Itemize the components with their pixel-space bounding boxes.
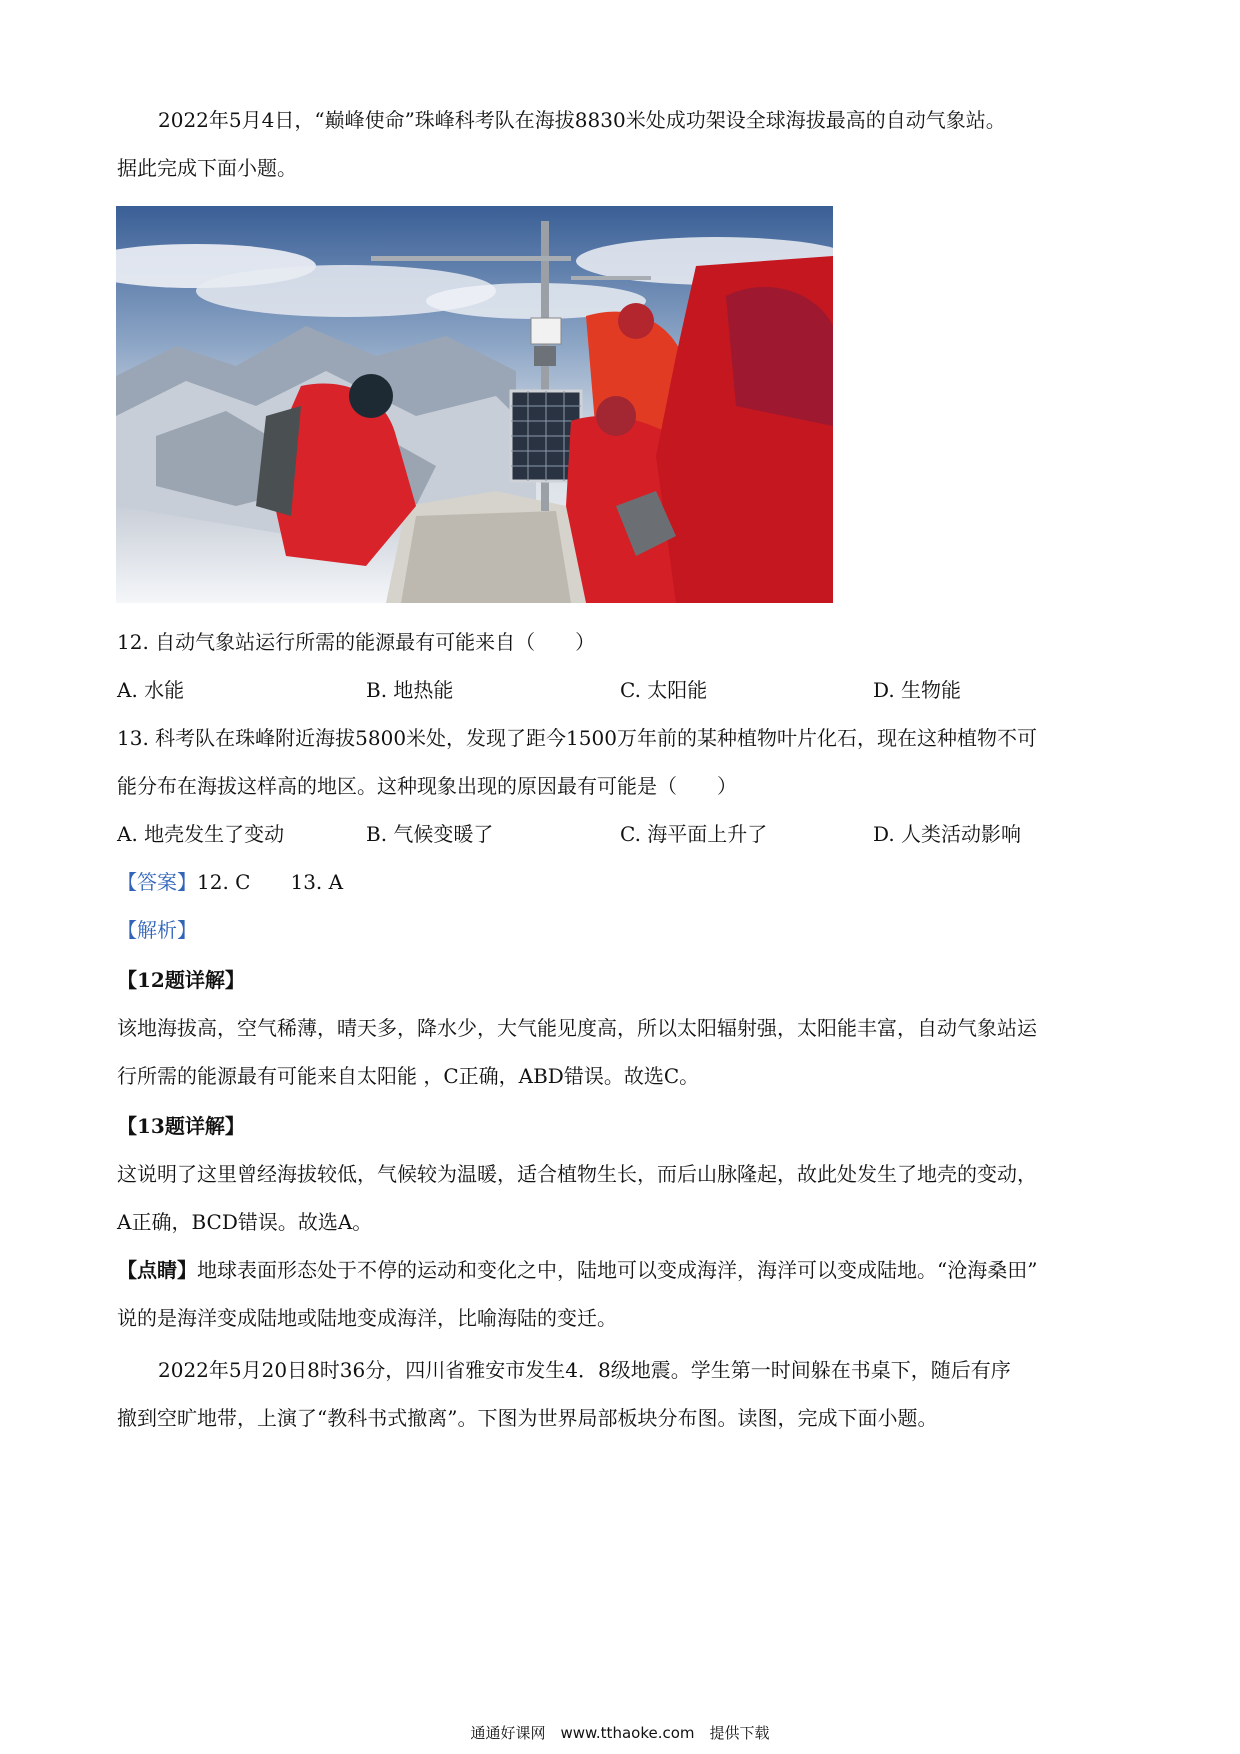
q12-option-a: A. 水能: [117, 678, 185, 702]
detail13-heading: 【13题详解】: [117, 1114, 245, 1138]
tip-label: 【点睛】: [117, 1258, 197, 1282]
intro-line-2: 据此完成下面小题。: [117, 156, 297, 180]
q12-option-b: B. 地热能: [366, 678, 454, 702]
detail12-line-1: 该地海拔高，空气稀薄，晴天多，降水少，大气能见度高，所以太阳辐射强，太阳能丰富，自动气象站运: [117, 1016, 1037, 1040]
intro2-line-2: 撤到空旷地带，上演了“教科书式撤离”。下图为世界局部板块分布图。读图，完成下面小题。: [117, 1406, 938, 1430]
answer-line: [117, 858, 1127, 906]
q12-stem: 12. 自动气象站运行所需的能源最有可能来自（ ）: [117, 630, 596, 654]
footer-text: 通通好课网 www.tthaoke.com 提供下载: [470, 1724, 770, 1742]
intro-line-1: 2022年5月4日，“巅峰使命”珠峰科考队在海拔8830米处成功架设全球海拔最高的自动气象站。: [158, 108, 1006, 132]
q12-options: [117, 666, 1127, 714]
intro2-line-1: 2022年5月20日8时36分，四川省雅安市发生4．8级地震。学生第一时间躲在书桌下，随后有序: [158, 1358, 1011, 1382]
q13-stem-line-2: 能分布在海拔这样高的地区。这种现象出现的原因最有可能是（ ）: [117, 774, 737, 798]
q13-option-b: B. 气候变暖了: [366, 822, 494, 846]
q13-option-d: D. 人类活动影响: [873, 822, 1022, 846]
weather-station-photo: [116, 206, 833, 603]
tip-text-1: 地球表面形态处于不停的运动和变化之中，陆地可以变成海洋，海洋可以变成陆地。“沧海桑田”: [197, 1258, 1038, 1282]
answer-label: 【答案】: [117, 870, 197, 894]
detail13-line-2: A正确，BCD错误。故选A。: [117, 1210, 373, 1234]
q13-option-a: A. 地壳发生了变动: [117, 822, 285, 846]
detail12-line-2: 行所需的能源最有可能来自太阳能 ，C正确，ABD错误。故选C。: [117, 1064, 700, 1088]
detail12-heading: 【12题详解】: [117, 968, 245, 992]
q12-option-d: D. 生物能: [873, 678, 962, 702]
q12-option-c: C. 太阳能: [620, 678, 708, 702]
analysis-label: 【解析】: [117, 918, 197, 942]
answer-value: 12. C 13. A: [197, 870, 344, 894]
detail13-line-1: 这说明了这里曾经海拔较低，气候较为温暖，适合植物生长，而后山脉隆起，故此处发生了地壳的变动，: [117, 1162, 1037, 1186]
tip-line-2: 说的是海洋变成陆地或陆地变成海洋，比喻海陆的变迁。: [117, 1306, 617, 1330]
q13-options: [117, 810, 1127, 858]
q13-stem-line-1: 13. 科考队在珠峰附近海拔5800米处，发现了距今1500万年前的某种植物叶片化石，现在这种植物不可: [117, 726, 1037, 750]
q13-option-c: C. 海平面上升了: [620, 822, 768, 846]
tip-line-1: [117, 1246, 1127, 1294]
